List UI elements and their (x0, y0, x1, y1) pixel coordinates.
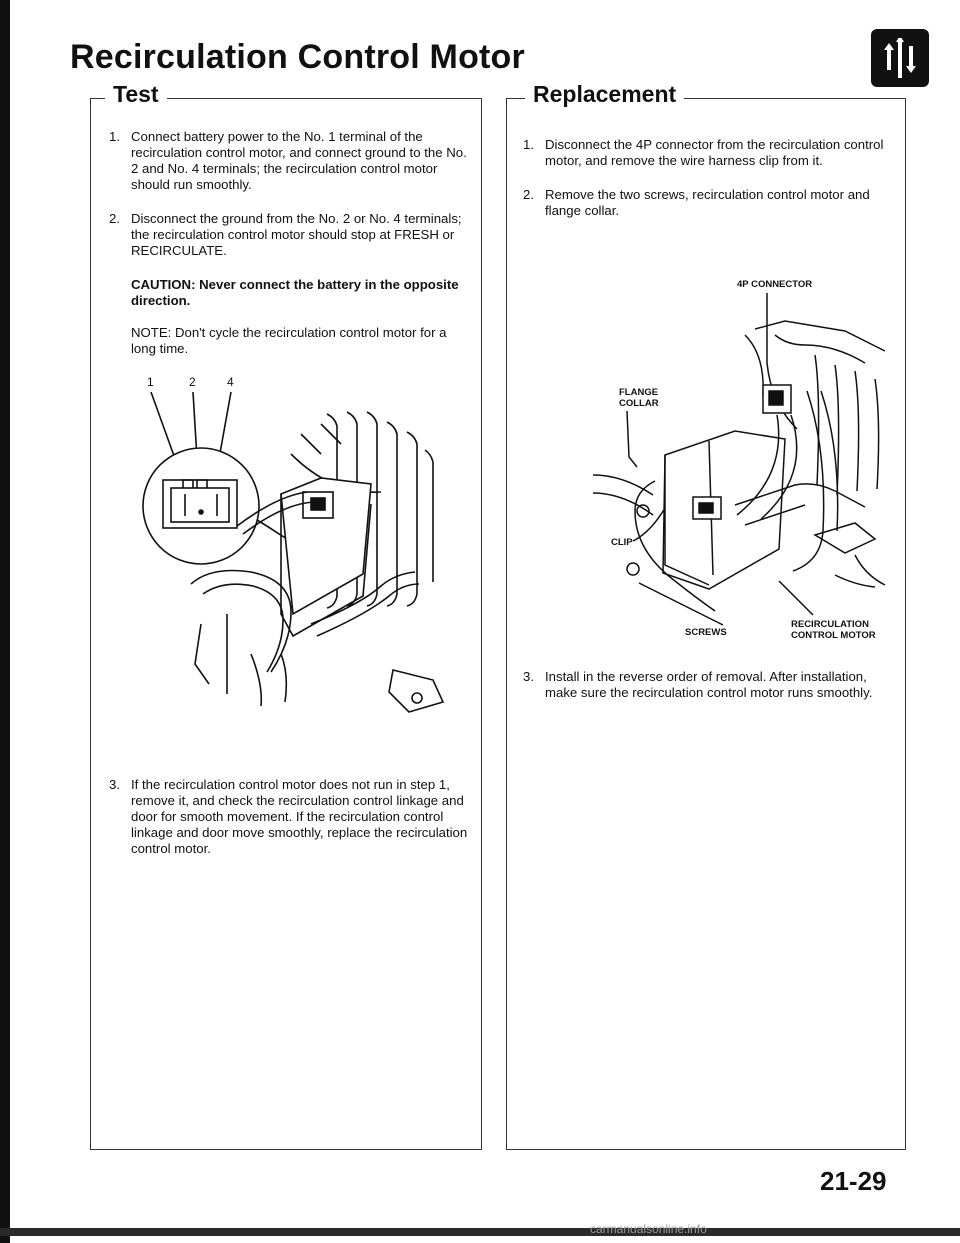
heater-fan-icon (870, 28, 930, 88)
connector-callout: 4P CONNECTOR (737, 279, 813, 290)
test-steps-bottom (109, 777, 473, 875)
replacement-step-1 (523, 137, 893, 169)
motor-callout-line2: CONTROL MOTOR (791, 630, 876, 641)
step-number: 2. (109, 211, 120, 226)
replacement-panel (506, 81, 906, 1150)
footer-watermark-url: carmanualsonline.info (590, 1222, 707, 1236)
test-motor-illustration (131, 374, 451, 714)
replacement-step-2 (523, 187, 893, 219)
step-text: Disconnect the ground from the No. 2 or No. 4 terminals; the recirculation control motor should stop at FRESH or RECIRCULATE. (131, 211, 462, 258)
test-step-1 (109, 129, 473, 193)
pin-label-2: 2 (189, 375, 196, 389)
step-text: Install in the reverse order of removal. After installation, make sure the recirculation control motor runs smoothly. (545, 669, 873, 700)
replacement-heading: Replacement (525, 81, 684, 108)
step-number: 1. (109, 129, 120, 144)
page-title: Recirculation Control Motor (70, 38, 525, 76)
caution-block (109, 277, 473, 357)
step-text: Connect battery power to the No. 1 terminal of the recirculation control motor, and connect ground to the No. 2 and No. 4 terminals; the recirculation control motor should run smoothly. (131, 129, 467, 192)
pin-label-1: 1 (147, 375, 154, 389)
flange-callout-line1: FLANGE (619, 387, 659, 398)
caution-note (131, 277, 473, 309)
screws-callout: SCREWS (685, 627, 727, 638)
flange-callout-line2: COLLAR (619, 398, 659, 409)
step-number: 2. (523, 187, 534, 202)
page-edge-bar (0, 0, 10, 1243)
note-text: NOTE: Don't cycle the recirculation control motor for a long time. (131, 325, 447, 356)
replacement-steps-bottom (523, 669, 893, 719)
test-step-3 (109, 777, 473, 857)
test-panel (90, 81, 482, 1150)
motor-callout-line1: RECIRCULATION (791, 619, 869, 630)
test-step-2 (109, 211, 473, 259)
clip-callout: CLIP (611, 537, 633, 548)
pin-label-4: 4 (227, 375, 234, 389)
step-text: If the recirculation control motor does not run in step 1, remove it, and check the recirculation control linkage and door for smooth movement. If the recirculation control linkage and door move smoothly, replace the recirculation control motor. (131, 777, 468, 856)
test-heading: Test (105, 81, 167, 108)
caution-text: Never connect the battery in the opposite direction. (131, 277, 459, 308)
step-number: 3. (523, 669, 534, 684)
step-number: 1. (523, 137, 534, 152)
page-number: 21-29 (820, 1166, 887, 1196)
step-text: Remove the two screws, recirculation control motor and flange collar. (545, 187, 870, 218)
step-number: 3. (109, 777, 120, 792)
replacement-steps-top (523, 137, 893, 237)
caution-label: CAUTION: (131, 277, 196, 292)
step-text: Disconnect the 4P connector from the recirculation control motor, and remove the wire harness clip from it. (545, 137, 884, 168)
replacement-step-3 (523, 669, 893, 701)
page-bottom-bar (0, 1228, 960, 1236)
replacement-motor-illustration (515, 275, 899, 645)
test-steps-top (109, 129, 473, 357)
